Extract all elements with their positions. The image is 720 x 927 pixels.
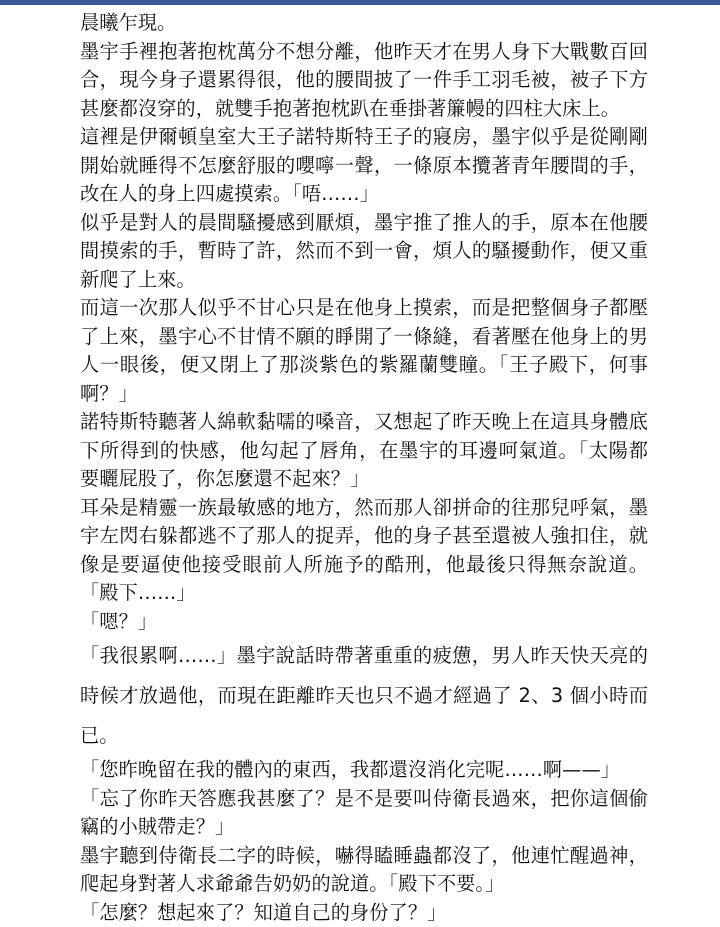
paragraph-13: 「怎麼？想起來了？知道自己的身份了？」 — [80, 899, 648, 927]
paragraph-8: 「嗯？」 — [80, 608, 648, 637]
paragraph-10: 「您昨晚留在我的體內的東西，我都還沒消化完呢……啊——」 — [80, 756, 648, 785]
paragraph-2: 墨宇手裡抱著抱枕萬分不想分離，他昨天才在男人身下大戰數百回合，現今身子還累得很，他的腰間披了一件手工羽毛被，被子下方甚麼都沒穿的，就雙手抱著抱枕趴在垂掛著簾幔的四柱大床上。 — [80, 38, 648, 124]
paragraph-12: 墨宇聽到侍衛長二字的時候，嚇得瞌睡蟲都沒了，他連忙醒過神，爬起身對著人求爺爺告奶奶的說道。「殿下不要。」 — [80, 842, 648, 899]
paragraph-6: 諾特斯特聽著人綿軟黏嚅的嗓音，又想起了昨天晚上在這具身體底下所得到的快感，他勾起了唇角，在墨宇的耳邊呵氣道。「太陽都要曬屁股了，你怎麼還不起來？」 — [80, 408, 648, 494]
paragraph-1: 晨曦乍現。 — [80, 9, 648, 38]
top-accent-bar — [0, 0, 720, 5]
article-body — [80, 9, 648, 927]
paragraph-11: 「忘了你昨天答應我甚麼了？是不是要叫侍衛長過來，把你這個偷竊的小賊帶走？」 — [80, 785, 648, 842]
paragraph-9: 「我很累啊……」墨宇說話時帶著重重的疲憊，男人昨天快天亮的時候才放過他，而現在距離昨天也只不過才經過了 2、3 個小時而已。 — [80, 636, 648, 756]
paragraph-5: 而這一次那人似乎不甘心只是在他身上摸索，而是把整個身子都壓了上來，墨宇心不甘情不願的睜開了一條縫，看著壓在他身上的男人一眼後，便又閉上了那淡紫色的紫羅蘭雙瞳。「王子殿下，何事啊？」 — [80, 294, 648, 408]
paragraph-7: 耳朵是精靈一族最敏感的地方，然而那人卻拼命的往那兒呼氣，墨宇左閃右躲都逃不了那人的捉弄，他的身子甚至還被人強扣住，就像是要逼使他接受眼前人所施予的酷刑，他最後只得無奈說道。「殿下……」 — [80, 494, 648, 608]
paragraph-4: 似乎是對人的晨間騷擾感到厭煩，墨宇推了推人的手，原本在他腰間摸索的手，暫時了許，然而不到一會，煩人的騷擾動作，便又重新爬了上來。 — [80, 209, 648, 295]
paragraph-3: 這裡是伊爾頓皇室大王子諾特斯特王子的寢房，墨宇似乎是從剛剛開始就睡得不怎麼舒服的嚶嚀一聲，一條原本攬著青年腰間的手，改在人的身上四處摸索。「唔……」 — [80, 123, 648, 209]
